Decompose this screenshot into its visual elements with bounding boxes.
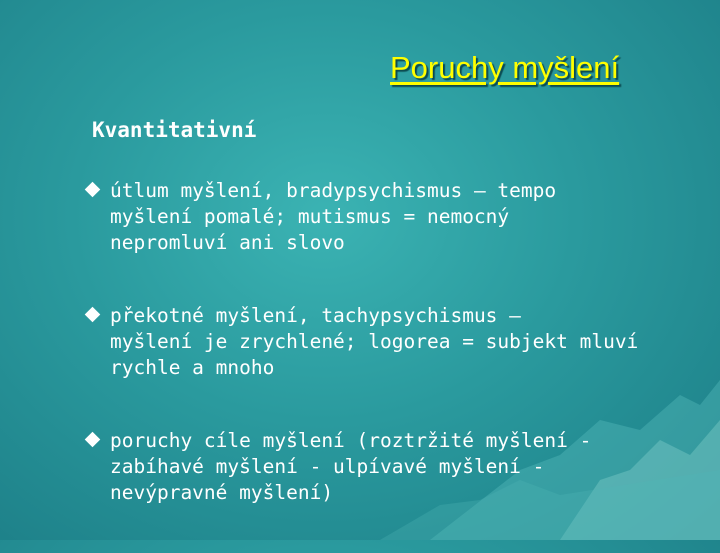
slide-subtitle: Kvantitativní (92, 118, 257, 142)
bullet-text: útlum myšlení, bradypsychismus – tempo myšlení pomalé; mutismus = nemocný nepromluví ani slovo (110, 179, 557, 254)
bullet-item (85, 178, 685, 256)
diamond-bullet-icon (85, 307, 101, 323)
bullet-text: překotné myšlení, tachypsychismus – myšlení je zrychlené; logorea = subjekt mluví rychle a mnoho (110, 304, 639, 379)
bullet-text: poruchy cíle myšlení (roztržité myšlení - zabíhavé myšlení - ulpívavé myšlení - nevýpravné myšlení) (110, 429, 592, 504)
bullet-list (85, 178, 685, 553)
slide-title: Poruchy myšlení (390, 50, 620, 85)
bullet-item (85, 303, 685, 381)
diamond-bullet-icon (85, 182, 101, 198)
diamond-bullet-icon (85, 432, 101, 448)
bullet-item (85, 428, 685, 506)
